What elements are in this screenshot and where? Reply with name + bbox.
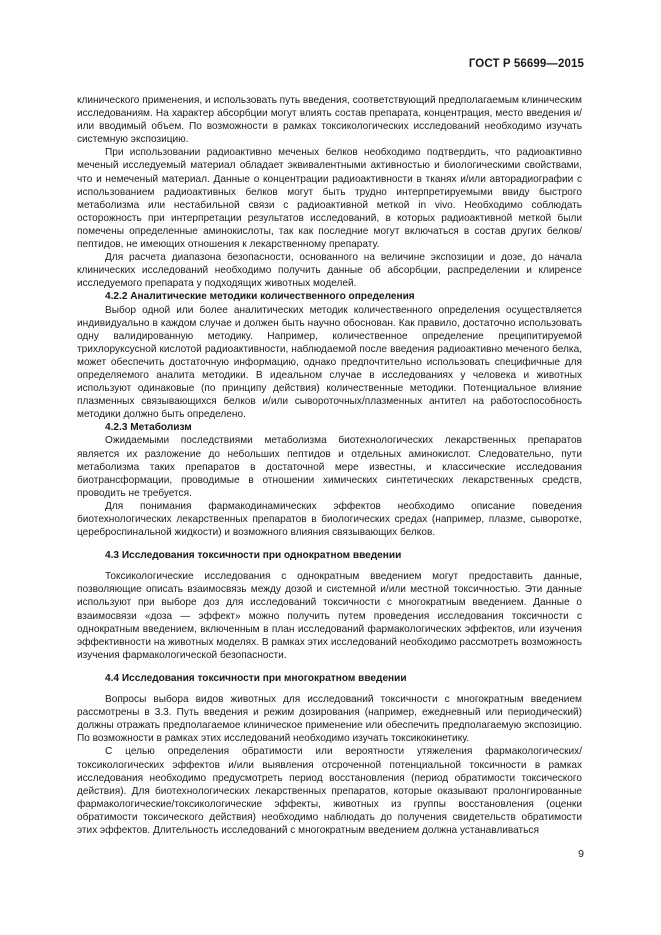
paragraph: Вопросы выбора видов животных для исследований токсичности с многократным введением рассмотрены в 3.3. Путь введения и режим дозирования (например, ежедневный или периодический) должны отражать предполагаемое клиническое применение или обеспечить предполагаемую экспозицию. По возможности в рамках этих исследований необходимо изучать токсикокинетику. [77,694,582,745]
paragraph: Для понимания фармакодинамических эффектов необходимо описание поведения биотехнологических лекарственных препаратов в биологических средах (например, плазме, сыворотке, цереброспинальной жидкости) и возможного влияния связывающих белков. [77,500,582,539]
standard-designation: ГОСТ Р 56699—2015 [468,58,584,70]
document-body [77,94,582,837]
section-heading-4-3: 4.3 Исследования токсичности при однократном введении [105,550,402,562]
page-number: 9 [578,848,584,860]
paragraph: При использовании радиоактивно меченых белков необходимо подтвердить, что радиоактивно меченый исследуемый материал обладает эквивалентными активностью и биологическими свойствами, что и немеченый материал. Данные о концентрации радиоактивности в тканях и/или авторадиографии с использованием радиоактивных белков могут быть трудно интерпретируемыми ввиду быстрого метаболизма или нестабильной связи с радиоактивной меткой in vivo. Необходимо соблюдать осторожность при интерпретации результатов исследований, в которых радиоактивной меткой были помечены определенные аминокислоты, так как последние могут включаться в состав других белков/пептидов, не имеющих отношения к лекарственному препарату. [77,147,582,251]
paragraph: Токсикологические исследования с однократным введением могут предоставить данные, позволяющие описать взаимосвязь между дозой и системной и/или местной токсичностью. Эти данные используют при выборе доз для исследований токсичности с многократным введением. Данные о взаимосвязи «доза — эффект» можно получить путем проведения исследования токсичности с однократным введением, включенным в план исследований фармакологических эффектов, или изучения эффективности на животных моделях. В рамках этих исследований необходимо рассмотреть возможность изучения фармакологической безопасности. [77,571,582,661]
section-heading-4-2-2: 4.2.2 Аналитические методики количественного определения [105,291,415,303]
paragraph: Для расчета диапазона безопасности, основанного на величине экспозиции и дозе, до начала клинических исследований необходимо получить данные об абсорбции, распределении и клиренсе исследуемого препарата у подходящих животных моделей. [77,252,582,290]
paragraph: С целью определения обратимости или вероятности утяжеления фармакологических/токсикологических эффектов и/или выявления отсроченной потенциальной токсичности в рамках исследования необходимо предусмотреть период восстановления (период обратимости токсического действия). Для биотехнологических лекарственных препаратов, которые оказывают пролонгированные фармакологические/токсикологические эффекты, животных из группы восстановления (оценки обратимости токсического действия) необходимо наблюдать до получения свидетельств обратимости этих эффектов. Длительность исследований с многократным введением должна устанавливаться [77,746,582,836]
paragraph: Выбор одной или более аналитических методик количественного определения осуществляется индивидуально в каждом случае и должен быть научно обоснован. Как правило, достаточно использовать одну валидированную методику. Например, количественное определение преципитируемой трихлоруксусной кислотой радиоактивности, наблюдаемой после введения радиоактивно меченого белка, может обеспечить достаточную информацию, однако предпочтительно использовать специфичные для определяемого аналита методики. В идеальном случае в исследованиях у человека и животных используют одинаковые (по принципу действия) количественные методики. Потенциальное влияние плазменных связывающихся белков и/или сывороточных/плазменных антител на работоспособность методики должно быть определено. [77,304,582,421]
section-heading-4-2-3: 4.2.3 Метаболизм [105,422,192,434]
paragraph: Ожидаемыми последствиями метаболизма биотехнологических лекарственных препаратов является их разложение до небольших пептидов и отдельных аминокислот. Следовательно, пути метаболизма таких препаратов в достаточной мере известны, и классические исследования биотрансформации, проводимые в отношении химических синтетических лекарственных средств, проводить не требуется. [77,435,582,499]
paragraph: клинического применения, и использовать путь введения, соответствующий предполагаемым клиническим исследованиям. На характер абсорбции могут влиять состав препарата, концентрация, место введения и/или вводимый объем. По возможности в рамках токсикологических исследований необходимо изучать системную экспозицию. [77,95,582,146]
section-heading-4-4: 4.4 Исследования токсичности при многократном введении [105,672,407,684]
